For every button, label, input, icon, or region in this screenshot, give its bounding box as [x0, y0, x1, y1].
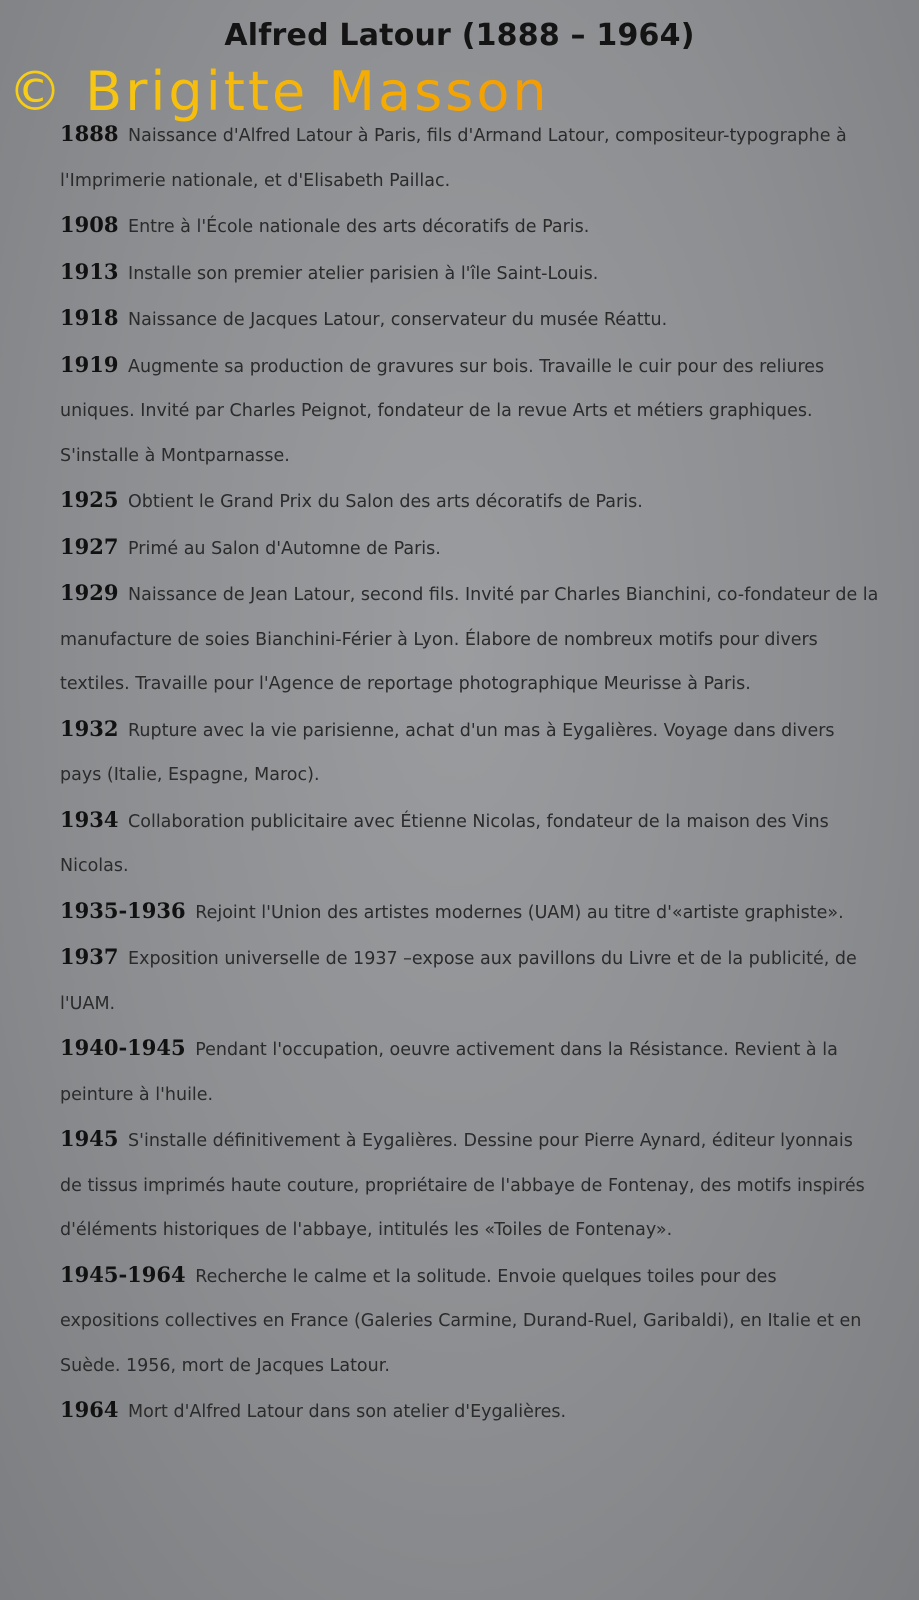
timeline-entry: [60, 1253, 880, 1389]
timeline-entry: [60, 1026, 880, 1117]
timeline-text: Collaboration publicitaire avec Étienne Nicolas, fondateur de la maison des Vins Nicolas.: [60, 811, 829, 876]
timeline-year: 1925: [60, 487, 119, 512]
timeline-text: Naissance de Jacques Latour, conservateur du musée Réattu.: [128, 310, 668, 330]
timeline-text: Mort d'Alfred Latour dans son atelier d'Eygalières.: [128, 1402, 567, 1422]
timeline-year: 1918: [60, 305, 119, 330]
timeline-year: 1888: [60, 121, 119, 146]
timeline-entry: [60, 296, 880, 343]
page-title: Alfred Latour (1888 – 1964): [224, 18, 695, 53]
copyright-watermark: © Brigitte Masson: [8, 62, 913, 122]
timeline-entry: [60, 935, 880, 1026]
timeline-entry: [60, 203, 880, 250]
timeline-entry: [60, 525, 880, 572]
timeline-entry: [60, 707, 880, 798]
timeline-text: Naissance de Jean Latour, second fils. Invité par Charles Bianchini, co-fondateur de la manufacture de soies Bianchini-Férier à Lyon. Élabore de nombreux motifs pour divers textiles. Travaille pour l'Agence de reportage photographique Meurisse à Paris.: [60, 585, 879, 694]
timeline-text: Augmente sa production de gravures sur bois. Travaille le cuir pour des reliures uniques. Invité par Charles Peignot, fondateur de la revue Arts et métiers graphiques. S'installe à Montparnasse.: [60, 356, 825, 466]
timeline-year: 1932: [60, 715, 119, 741]
timeline-entry: [60, 250, 880, 297]
timeline-text: S'installe définitivement à Eygalières. Dessine pour Pierre Aynard, éditeur lyonnais de tissus imprimés haute couture, propriétaire de l'abbaye de Fontenay, des motifs inspirés d'éléments historiques de l'abbaye, intitulés les «Toiles de Fontenay».: [60, 1131, 865, 1240]
timeline-text: Naissance d'Alfred Latour à Paris, fils d'Armand Latour, compositeur-typographe à l'Imprimerie nationale, et d'Elisabeth Paillac.: [60, 126, 847, 191]
timeline-entry: [60, 571, 880, 707]
timeline-year: 1929: [60, 580, 119, 605]
timeline-entry: [60, 478, 880, 525]
timeline-entry: [60, 889, 880, 936]
timeline-year: 1964: [60, 1397, 119, 1422]
timeline-year: 1945: [60, 1126, 119, 1151]
timeline-text: Exposition universelle de 1937 –expose aux pavillons du Livre et de la publicité, de l'UAM.: [60, 949, 857, 1014]
timeline-year: 1908: [60, 212, 119, 237]
timeline-text: Entre à l'École nationale des arts décoratifs de Paris.: [128, 217, 590, 237]
timeline-entry: [60, 798, 880, 889]
timeline-year: 1919: [60, 351, 119, 377]
timeline-year: 1940-1945: [60, 1035, 186, 1060]
timeline-year: 1913: [60, 258, 119, 284]
timeline-entry: [60, 112, 880, 203]
timeline-year: 1934: [60, 806, 119, 832]
timeline-entry: [60, 1388, 880, 1435]
timeline-year: 1945-1964: [60, 1261, 186, 1287]
timeline-entry: [60, 343, 880, 479]
timeline-year: 1927: [60, 533, 119, 559]
timeline-list: [60, 112, 880, 1435]
timeline-text: Recherche le calme et la solitude. Envoie quelques toiles pour des expositions collectives en France (Galeries Carmine, Durand-Ruel, Garibaldi), en Italie et en Suède. 1956, mort de Jacques Latour.: [60, 1266, 862, 1376]
timeline-year: 1935-1936: [60, 897, 186, 923]
timeline-text: Primé au Salon d'Automne de Paris.: [128, 538, 441, 559]
timeline-entry: [60, 1117, 880, 1253]
timeline-text: Rejoint l'Union des artistes modernes (UAM) au titre d'«artiste graphiste».: [195, 902, 844, 923]
timeline-year: 1937: [60, 944, 119, 969]
timeline-text: Rupture avec la vie parisienne, achat d'un mas à Eygalières. Voyage dans divers pays (Italie, Espagne, Maroc).: [60, 720, 835, 785]
timeline-text: Obtient le Grand Prix du Salon des arts décoratifs de Paris.: [128, 492, 643, 512]
timeline-text: Installe son premier atelier parisien à l'île Saint-Louis.: [128, 263, 599, 284]
timeline-text: Pendant l'occupation, oeuvre activement dans la Résistance. Revient à la peinture à l'huile.: [60, 1040, 838, 1105]
